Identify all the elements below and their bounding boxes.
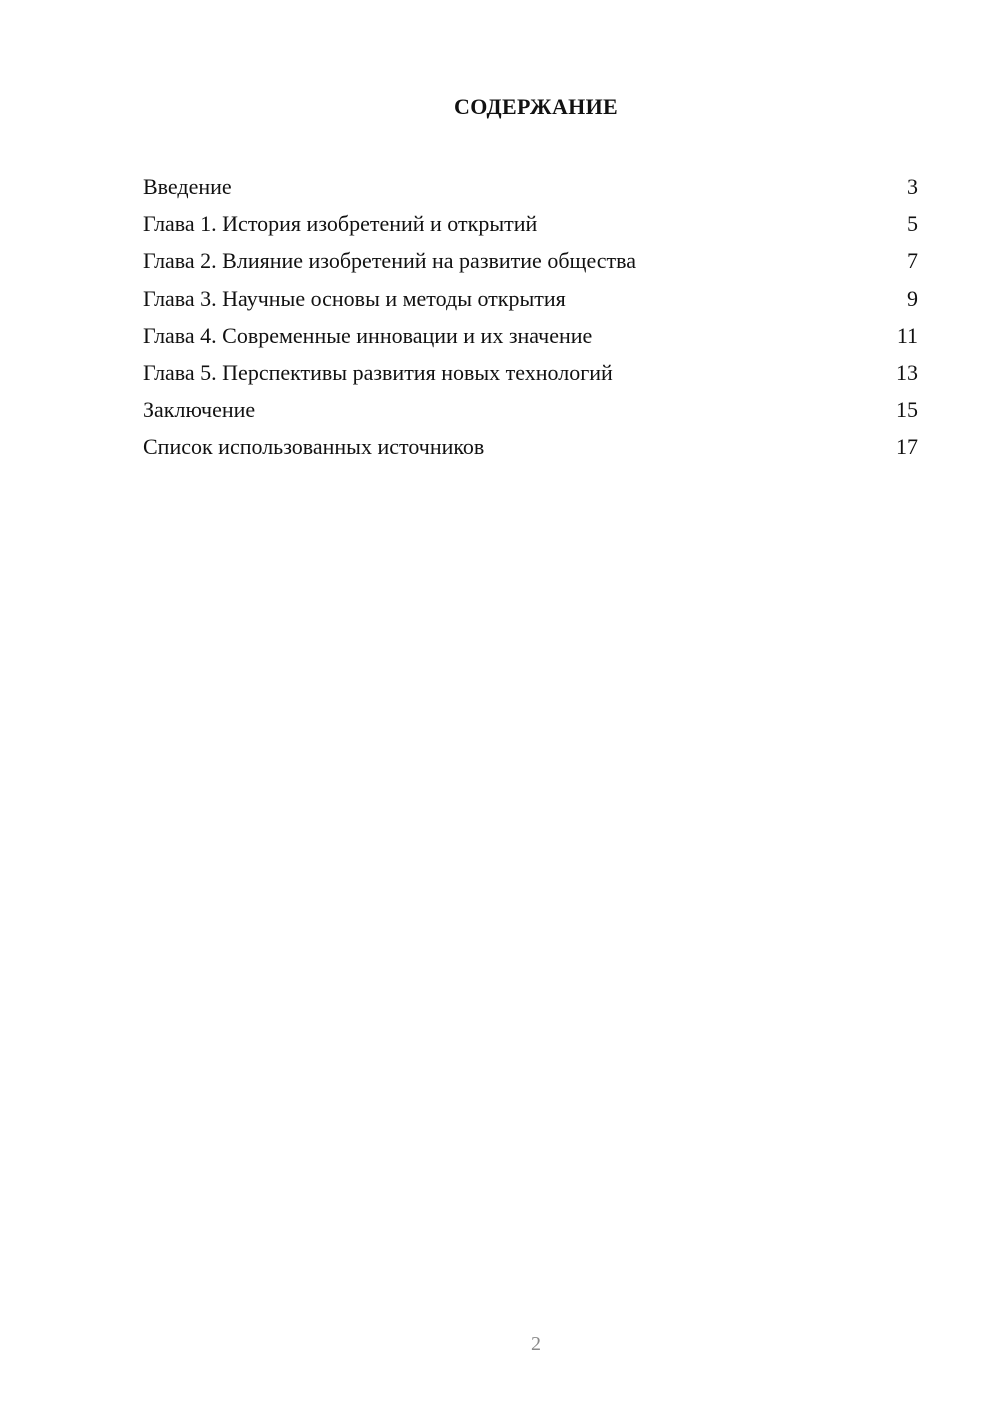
toc-entry-chapter-3[interactable] — [143, 280, 918, 317]
toc-entry-page: 13 — [896, 359, 918, 385]
toc-entry-title: Глава 5. Перспективы развития новых технологий — [143, 359, 613, 385]
toc-entry-page: 11 — [896, 322, 918, 348]
toc-entry-references[interactable] — [143, 428, 918, 465]
toc-entry-chapter-1[interactable] — [143, 205, 918, 242]
toc-entry-title: Глава 2. Влияние изобретений на развитие общества — [143, 248, 637, 274]
toc-entry-page: 7 — [907, 248, 918, 274]
toc-entry-title: Глава 4. Современные инновации и их значение — [143, 322, 593, 348]
toc-entry-conclusion[interactable] — [143, 391, 918, 428]
toc-entry-chapter-4[interactable] — [143, 317, 918, 354]
toc-entry-page: 5 — [907, 211, 918, 237]
toc-entry-page: 9 — [907, 285, 918, 311]
toc-entry-introduction[interactable] — [143, 168, 918, 205]
table-of-contents — [143, 168, 918, 466]
toc-entry-title: Глава 3. Научные основы и методы открытия — [143, 285, 566, 311]
toc-entry-title: Заключение — [143, 397, 256, 423]
page-title: СОДЕРЖАНИЕ — [454, 94, 618, 119]
toc-entry-chapter-2[interactable] — [143, 242, 918, 279]
toc-entry-title: Глава 1. История изобретений и открытий — [143, 211, 538, 237]
toc-entry-title: Введение — [143, 174, 232, 199]
toc-entry-page: 15 — [896, 397, 918, 423]
toc-entry-page: 3 — [907, 174, 918, 199]
toc-entry-title: Список использованных источников — [143, 434, 485, 460]
toc-entry-chapter-5[interactable] — [143, 354, 918, 391]
page-number: 2 — [531, 1333, 541, 1355]
toc-entry-page: 17 — [896, 434, 918, 460]
